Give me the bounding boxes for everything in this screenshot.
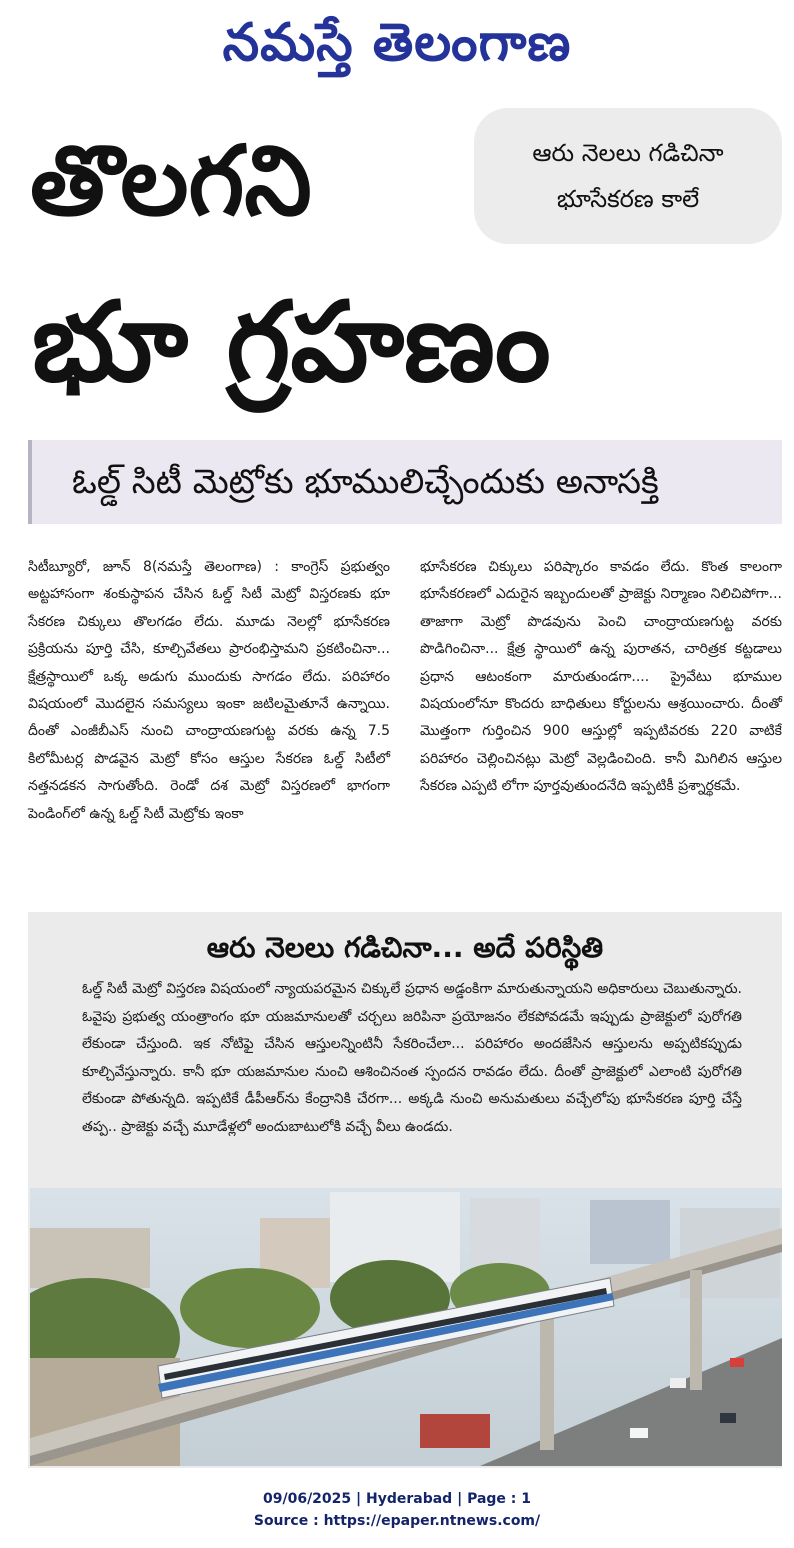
page-footer (0, 1488, 794, 1532)
kicker-box (474, 108, 782, 244)
footer-source-link[interactable]: Source : https://epaper.ntnews.com/ (253, 1513, 541, 1529)
headline-line-2: భూ గ్రహణం (32, 278, 551, 406)
sidebar-box-title: ఆరు నెలలు గడిచినా... అదే పరిస్థితి (206, 931, 604, 964)
metro-train-photo (30, 1188, 782, 1466)
metro-photo-illustration (30, 1188, 782, 1466)
article-text-right: భూసేకరణ చిక్కులు పరిష్కారం కావడం లేదు. కొంత కాలంగా భూసేకరణలో ఎదురైన ఇబ్బందులతో ప్రాజెక్టు నిర్మాణం నిలిచిపోగా... తాజాగా మెట్రో పొడవును పెంచి చాంద్రాయణగుట్ట వరకు పొడిగించినా... క్షేత్ర స్థాయిలో ఉన్న పురాతన, చారిత్రక కట్టడాలు ప్రధాన ఆటంకంగా మారుతుండగా.... ప్రైవేటు భూముల విషయంలోనూ కొందరు బాధితులు కోర్టులను ఆశ్రయించారు. దీంతో మొత్తంగా గుర్తించిన 900 ఆస్తుల్లో ఇప్పటివరకు 220 వాటికే పరిహారం చెల్లించినట్లు మెట్రో వెల్లడించింది. కానీ మిగిలిన ఆస్తుల సేకరణ ఎప్పటి లోగా పూర్తవుతుందనేది ఇప్పటికీ ప్రశ్నార్థకమే. (420, 559, 782, 795)
kicker-line-1: ఆరు నెలలు గడిచినా (532, 139, 724, 167)
article-column-left (28, 554, 390, 828)
subheadline: ఓల్డ్‌ సిటీ మెట్రోకు భూములిచ్చేందుకు అనాసక్తి (28, 440, 782, 524)
footer-date-line: 09/06/2025 | Hyderabad | Page : 1 (262, 1491, 532, 1507)
sidebar-box-body: ఓల్డ్‌ సిటీ మెట్రో విస్తరణ విషయంలో న్యాయపరమైన చిక్కులే ప్రధాన అడ్డంకిగా మారుతున్నాయని అధికారులు చెబుతున్నారు. ఓవైపు ప్రభుత్వ యంత్రాంగం భూ యజమానులతో చర్చలు జరిపినా ప్రయోజనం లేకపోవడమే ఇప్పుడు ప్రాజెక్టులో పురోగతి లేకుండా చేస్తుంది. ఇక నోటిఫై చేసిన ఆస్తులన్నింటినీ సేకరించేలా... పరిహారం అందజేసిన ఆస్తులను అప్పటికప్పుడు కూల్చివేస్తున్నారు. కానీ భూ యజమానుల నుంచి ఆశించినంత స్పందన రావడం లేదు. దీంతో ప్రాజెక్టులో ఎలాంటి పురోగతి లేకుండా పోతున్నది. ఇప్పటికే డీపీఆర్‌ను కేంద్రానికి చేరగా... అక్కడి నుంచి అనుమతులు వచ్చేలోపు భూసేకరణ పూర్తి చేస్తే తప్ప.. ప్రాజెక్టు వచ్చే మూడేళ్లలో అందుబాటులోకి వచ్చే వీలు ఉండదు. (82, 981, 742, 1135)
kicker-line-2: భూసేకరణ కాలే (556, 185, 700, 213)
article-text-left: సిటీబ్యూరో, జూన్‌ 8(నమస్తే తెలంగాణ) : కాంగ్రెస్‌ ప్రభుత్వం అట్టహాసంగా శంకుస్థాపన చేసిన ఓల్డ్‌ సిటీ మెట్రో విస్తరణకు భూ సేకరణ చిక్కులు తొలగడం లేదు. మూడు నెలల్లో భూసేకరణ ప్రక్రియను పూర్తి చేసి, కూల్చివేతలు ప్రారంభిస్తామని ప్రకటించినా... క్షేత్రస్థాయిలో ఒక్క అడుగు ముందుకు సాగడం లేదు. పరిహారం విషయంలో మొదలైన సమస్యలు ఇంకా జటిలమైతూనే ఉన్నాయి. దీంతో ఎంజీబీఎస్‌ నుంచి చాంద్రాయణగుట్ట వరకు ఉన్న 7.5 కిలోమీటర్ల పొడవైన మెట్రో కోసం ఆస్తుల సేకరణ ఓల్డ్‌ సిటీలో నత్తనడకన సాగుతోంది. రెండో దశ మెట్రో విస్తరణలో భాగంగా పెండింగ్‌లో ఉన్న ఓల్డ్‌ సిటీ మెట్రోకు ఇంకా (28, 559, 390, 822)
masthead-logo: నమస్తే తెలంగాణ (222, 13, 572, 73)
article-column-right (420, 554, 782, 801)
headline-line-1: తొలగని (30, 125, 312, 237)
